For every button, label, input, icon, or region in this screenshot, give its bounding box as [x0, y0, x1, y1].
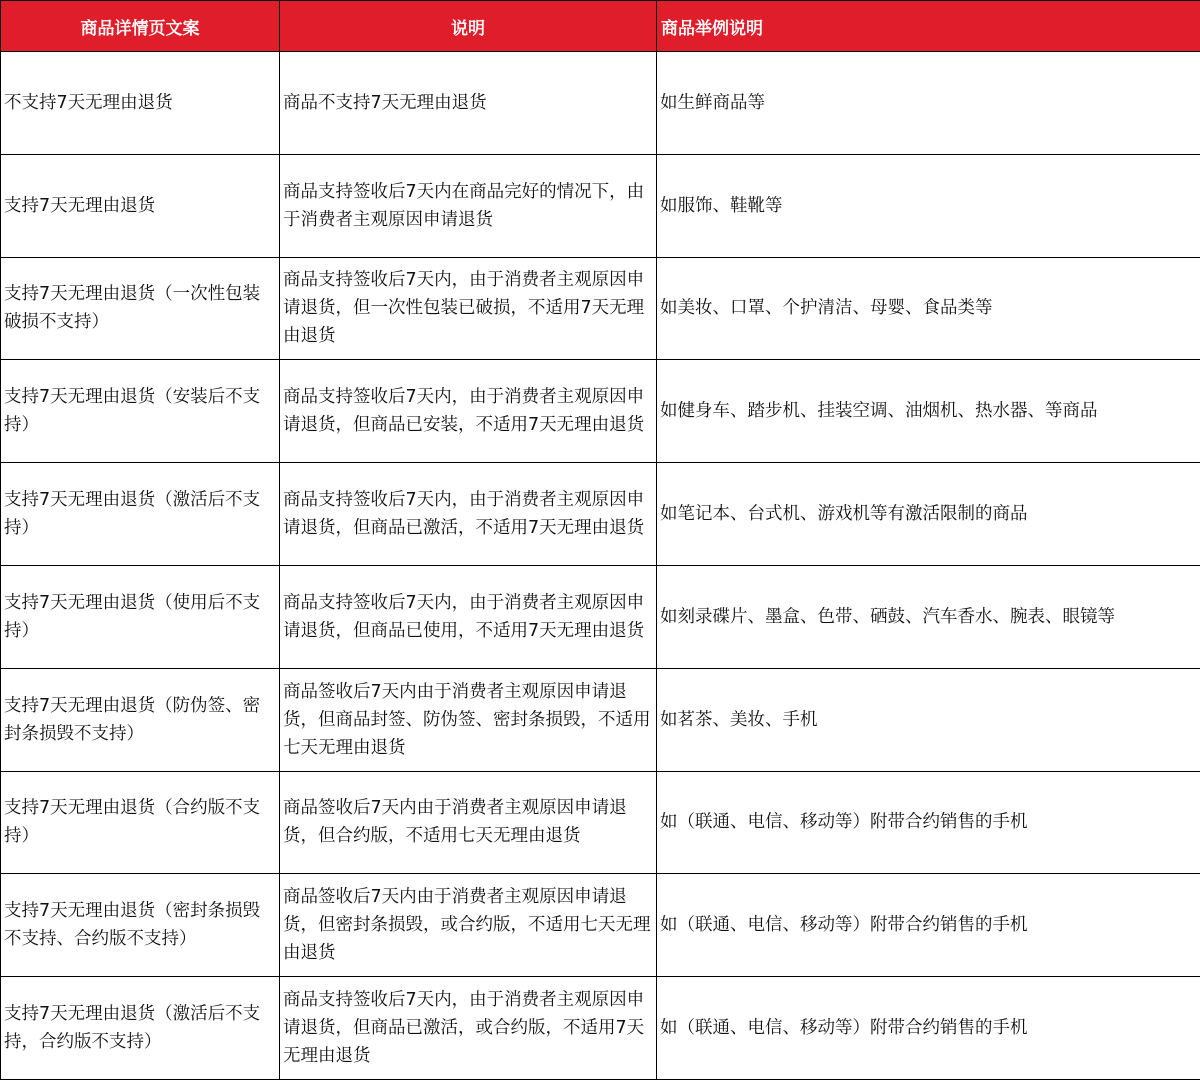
table-row: [1, 977, 1200, 1080]
cell-explanation: 商品签收后7天内由于消费者主观原因申请退货，但合约版，不适用七天无理由退货: [280, 771, 657, 874]
cell-explanation: 商品不支持7天无理由退货: [280, 52, 657, 155]
cell-explanation: 商品支持签收后7天内，由于消费者主观原因申请退货，但商品已激活，不适用7天无理由退货: [280, 463, 657, 566]
table-row: [1, 154, 1200, 257]
cell-explanation: 商品支持签收后7天内，由于消费者主观原因申请退货，但商品已安装，不适用7天无理由退货: [280, 360, 657, 463]
cell-detail-page-copy: 支持7天无理由退货（激活后不支持，合约版不支持）: [1, 977, 280, 1080]
table-row: [1, 52, 1200, 155]
table-row: [1, 463, 1200, 566]
table-row: [1, 257, 1200, 360]
cell-detail-page-copy: 不支持7天无理由退货: [1, 52, 280, 155]
cell-detail-page-copy: 支持7天无理由退货（一次性包装破损不支持）: [1, 257, 280, 360]
cell-explanation: 商品签收后7天内由于消费者主观原因申请退货，但商品封签、防伪签、密封条损毁，不适用七天无理由退货: [280, 668, 657, 771]
cell-explanation: 商品支持签收后7天内，由于消费者主观原因申请退货，但商品已使用，不适用7天无理由退货: [280, 565, 657, 668]
cell-explanation: 商品支持签收后7天内在商品完好的情况下，由于消费者主观原因申请退货: [280, 154, 657, 257]
table-row: [1, 565, 1200, 668]
header-detail-page-copy: 商品详情页文案: [1, 1, 280, 52]
cell-product-examples: 如刻录碟片、墨盒、色带、硒鼓、汽车香水、腕表、眼镜等: [657, 565, 1200, 668]
cell-detail-page-copy: 支持7天无理由退货（密封条损毁不支持、合约版不支持）: [1, 874, 280, 977]
table-row: [1, 874, 1200, 977]
table-row: [1, 668, 1200, 771]
header-explanation: 说明: [280, 1, 657, 52]
cell-product-examples: 如美妆、口罩、个护清洁、母婴、食品类等: [657, 257, 1200, 360]
cell-explanation: 商品支持签收后7天内，由于消费者主观原因申请退货，但商品已激活，或合约版，不适用7天无理由退货: [280, 977, 657, 1080]
cell-product-examples: 如茗茶、美妆、手机: [657, 668, 1200, 771]
cell-detail-page-copy: 支持7天无理由退货（合约版不支持）: [1, 771, 280, 874]
cell-detail-page-copy: 支持7天无理由退货: [1, 154, 280, 257]
cell-product-examples: 如（联通、电信、移动等）附带合约销售的手机: [657, 977, 1200, 1080]
cell-explanation: 商品支持签收后7天内，由于消费者主观原因申请退货，但一次性包装已破损，不适用7天无理由退货: [280, 257, 657, 360]
table-row: [1, 771, 1200, 874]
cell-product-examples: 如生鲜商品等: [657, 52, 1200, 155]
header-product-examples: 商品举例说明: [657, 1, 1200, 52]
cell-detail-page-copy: 支持7天无理由退货（防伪签、密封条损毁不支持）: [1, 668, 280, 771]
cell-product-examples: 如服饰、鞋靴等: [657, 154, 1200, 257]
cell-product-examples: 如（联通、电信、移动等）附带合约销售的手机: [657, 771, 1200, 874]
cell-detail-page-copy: 支持7天无理由退货（使用后不支持）: [1, 565, 280, 668]
cell-explanation: 商品签收后7天内由于消费者主观原因申请退货，但密封条损毁，或合约版，不适用七天无理由退货: [280, 874, 657, 977]
cell-detail-page-copy: 支持7天无理由退货（安装后不支持）: [1, 360, 280, 463]
cell-product-examples: 如笔记本、台式机、游戏机等有激活限制的商品: [657, 463, 1200, 566]
table-header-row: [1, 1, 1200, 52]
cell-product-examples: 如（联通、电信、移动等）附带合约销售的手机: [657, 874, 1200, 977]
cell-detail-page-copy: 支持7天无理由退货（激活后不支持）: [1, 463, 280, 566]
table-row: [1, 360, 1200, 463]
cell-product-examples: 如健身车、踏步机、挂装空调、油烟机、热水器、等商品: [657, 360, 1200, 463]
